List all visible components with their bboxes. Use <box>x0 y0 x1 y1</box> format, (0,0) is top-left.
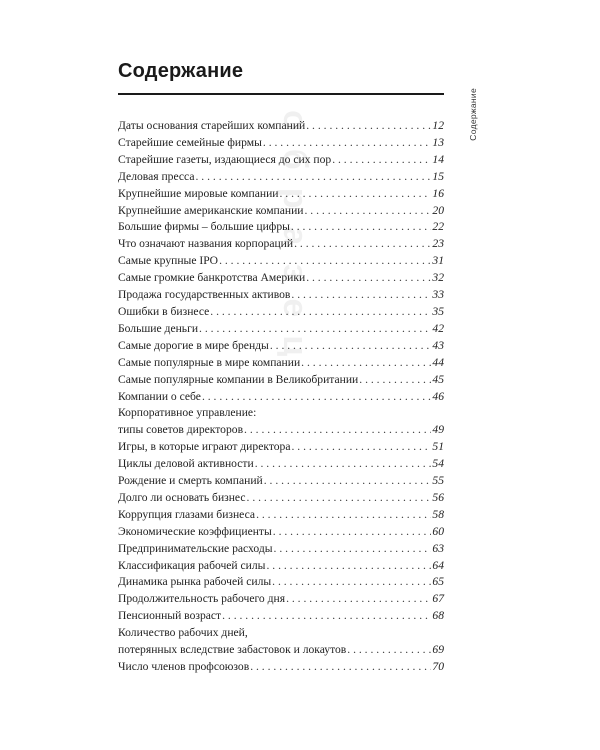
toc-entry[interactable] <box>118 372 444 389</box>
toc-entry-title: Компании о себе <box>118 389 201 403</box>
toc-page-number: 44 <box>432 355 444 369</box>
toc-page-number: 33 <box>432 288 444 302</box>
toc-page-number: 35 <box>432 304 444 318</box>
toc-entry-title: Самые популярные в мире компании <box>118 355 301 369</box>
dot-leader <box>196 169 432 186</box>
toc-page-number: 60 <box>432 524 444 538</box>
toc-entry[interactable] <box>118 186 444 203</box>
toc-entry-title: Старейшие семейные фирмы <box>118 135 262 149</box>
watermark: образец <box>276 110 314 375</box>
dot-leader <box>306 118 431 135</box>
toc-entry[interactable] <box>118 608 444 625</box>
toc-entry-title: Рождение и смерть компаний <box>118 474 263 488</box>
toc-entry[interactable] <box>118 439 444 456</box>
toc-entry-title: Крупнейшие мировые компании <box>118 186 279 200</box>
toc-entry[interactable] <box>118 541 444 558</box>
toc-entry-title: Корпоративное управление: <box>118 406 257 420</box>
toc-entry[interactable] <box>118 591 444 608</box>
toc-entry-title: потерянных вследствие забастовок и локаутов <box>118 643 347 657</box>
toc-entry-title: Долго ли основать бизнес <box>118 490 246 504</box>
toc-entry[interactable] <box>118 236 444 253</box>
dot-leader <box>291 287 431 304</box>
toc-entry-title: Самые крупные IPO <box>118 254 219 268</box>
toc-entry[interactable] <box>118 574 444 591</box>
toc-page-number: 54 <box>432 457 444 471</box>
toc-page-number: 58 <box>432 507 444 521</box>
toc-page-number: 45 <box>432 372 444 386</box>
dot-leader <box>273 524 432 541</box>
toc-entry-title: Динамика рынка рабочей силы <box>118 575 272 589</box>
running-head: Содержание <box>468 88 478 141</box>
toc-page-number: 49 <box>432 423 444 437</box>
dot-leader <box>250 659 431 676</box>
toc-entry[interactable] <box>118 405 444 439</box>
toc-page-number: 14 <box>432 152 444 166</box>
toc-entry-title: Деловая пресса <box>118 169 195 183</box>
dot-leader <box>266 558 431 575</box>
toc-entry-title: Что означают названия корпораций <box>118 237 294 251</box>
toc-entry[interactable] <box>118 558 444 575</box>
dot-leader <box>279 186 431 203</box>
toc-entry[interactable] <box>118 389 444 406</box>
toc-entry[interactable] <box>118 203 444 220</box>
dot-leader <box>244 422 431 439</box>
toc-page-number: 67 <box>432 592 444 606</box>
toc-page-number: 22 <box>432 220 444 234</box>
dot-leader <box>219 253 431 270</box>
toc-entry-title: Игры, в которые играют директора <box>118 440 291 454</box>
toc-entry[interactable] <box>118 270 444 287</box>
toc-entry-title: Самые популярные компании в Великобритании <box>118 372 359 386</box>
dot-leader <box>347 642 431 659</box>
dot-leader <box>222 608 431 625</box>
toc-page-number: 65 <box>432 575 444 589</box>
toc-page-number: 56 <box>432 490 444 504</box>
dot-leader <box>210 304 431 321</box>
toc-entry-title: Количество рабочих дней, <box>118 626 248 640</box>
dot-leader <box>291 439 431 456</box>
toc-entry[interactable] <box>118 473 444 490</box>
toc-entry-title: Большие фирмы – большие цифры <box>118 220 290 234</box>
toc-page-number: 16 <box>432 186 444 200</box>
toc-entry[interactable] <box>118 338 444 355</box>
toc-entry[interactable] <box>118 152 444 169</box>
dot-leader <box>301 355 431 372</box>
toc-entry-title: Крупнейшие американские компании <box>118 203 304 217</box>
toc-entry[interactable] <box>118 321 444 338</box>
toc-page-number: 43 <box>432 338 444 352</box>
dot-leader <box>263 135 432 152</box>
dot-leader <box>270 338 432 355</box>
toc-page-number: 31 <box>432 254 444 268</box>
toc-entry-title: Большие деньги <box>118 321 199 335</box>
toc-page-number: 63 <box>432 541 444 555</box>
toc-entry[interactable] <box>118 304 444 321</box>
toc-entry[interactable] <box>118 287 444 304</box>
toc-page-number: 70 <box>432 660 444 673</box>
toc-entry-title: Число членов профсоюзов <box>118 660 250 673</box>
toc-entry-title: Самые дорогие в мире бренды <box>118 338 269 352</box>
toc-entry-title: Пенсионный возраст <box>118 609 222 623</box>
toc-entry[interactable] <box>118 118 444 135</box>
toc-entry-title: Самые громкие банкротства Америки <box>118 271 306 285</box>
dot-leader <box>256 507 431 524</box>
toc-page-number: 46 <box>432 389 444 403</box>
dot-leader <box>199 321 431 338</box>
toc-entry-title: типы советов директоров <box>118 423 244 437</box>
toc-entry[interactable] <box>118 355 444 372</box>
title-underline <box>118 93 444 95</box>
dot-leader <box>255 456 432 473</box>
toc-entry-title: Экономические коэффициенты <box>118 524 272 538</box>
toc-page-number: 51 <box>432 440 444 454</box>
toc-page-number: 23 <box>432 237 444 251</box>
toc-entry-title: Коррупция глазами бизнеса <box>118 507 256 521</box>
toc-entry[interactable] <box>118 169 444 186</box>
dot-leader <box>286 591 431 608</box>
dot-leader <box>306 270 431 287</box>
toc-page-number: 69 <box>432 643 444 657</box>
dot-leader <box>264 473 432 490</box>
toc-entry[interactable] <box>118 219 444 236</box>
toc-entry[interactable] <box>118 456 444 473</box>
dot-leader <box>247 490 432 507</box>
dot-leader <box>305 203 432 220</box>
toc-entry-title: Предпринимательские расходы <box>118 541 273 555</box>
dot-leader <box>272 574 431 591</box>
toc-entry[interactable] <box>118 659 444 676</box>
toc-entry[interactable] <box>118 490 444 507</box>
dot-leader <box>274 541 432 558</box>
toc-page-number: 13 <box>432 135 444 149</box>
toc-entry-title: Старейшие газеты, издающиеся до сих пор <box>118 152 332 166</box>
dot-leader <box>294 236 431 253</box>
toc-entry[interactable] <box>118 524 444 541</box>
toc-entry-title: Циклы деловой активности <box>118 457 254 471</box>
toc-entry-title: Продолжительность рабочего дня <box>118 592 286 606</box>
dot-leader <box>202 389 431 406</box>
toc-page-number: 64 <box>432 558 444 572</box>
toc-entry-title: Продажа государственных активов <box>118 288 291 302</box>
toc-entry-title: Даты основания старейших компаний <box>118 119 306 132</box>
toc-page-number: 20 <box>432 203 444 217</box>
toc-page-number: 12 <box>432 119 444 132</box>
toc-page-number: 42 <box>432 321 444 335</box>
toc-entry[interactable] <box>118 625 444 659</box>
dot-leader <box>332 152 431 169</box>
toc-page-number: 15 <box>432 169 444 183</box>
dot-leader <box>359 372 431 389</box>
toc-entry[interactable] <box>118 135 444 152</box>
page-title: Содержание <box>118 60 244 82</box>
toc-page-number: 68 <box>432 609 444 623</box>
dot-leader <box>291 219 431 236</box>
table-of-contents <box>118 118 444 676</box>
toc-page-number: 55 <box>432 474 444 488</box>
toc-entry-title: Классификация рабочей силы <box>118 558 266 572</box>
toc-entry[interactable] <box>118 507 444 524</box>
toc-page-number: 32 <box>432 271 444 285</box>
toc-entry-title: Ошибки в бизнесе <box>118 304 210 318</box>
toc-entry[interactable] <box>118 253 444 270</box>
